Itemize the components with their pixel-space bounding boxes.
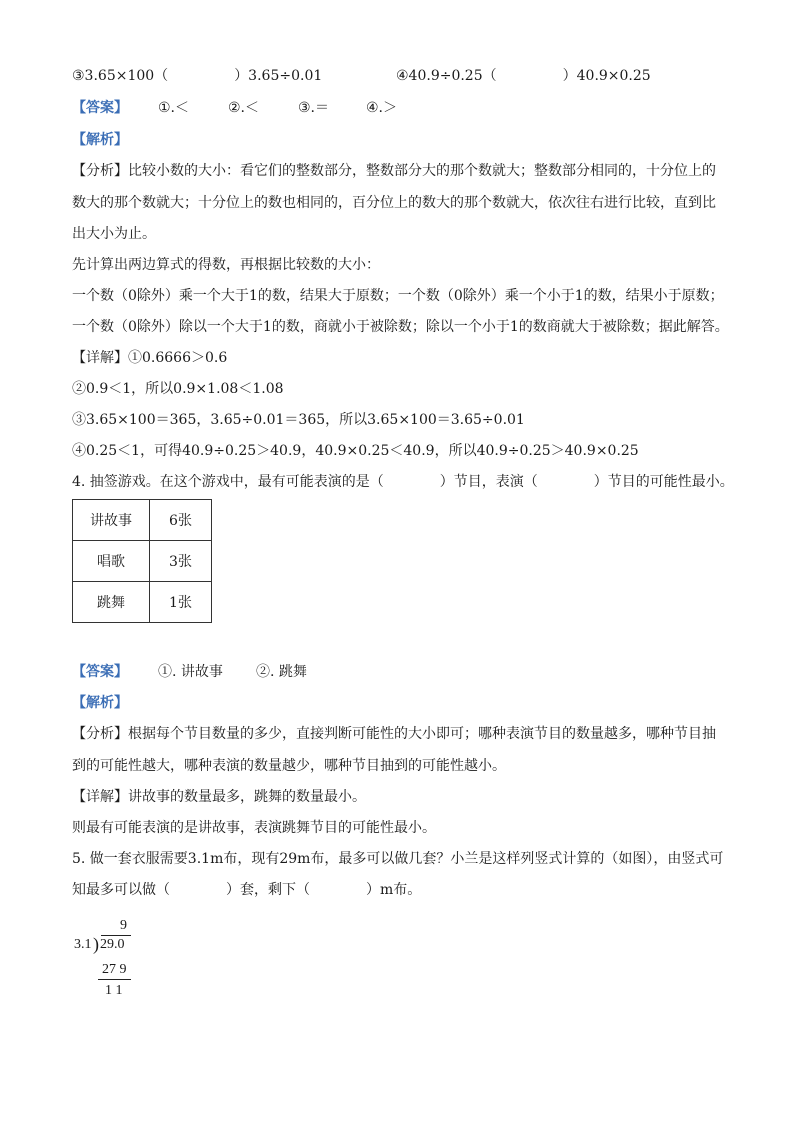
q4-detail-line-1 bbox=[72, 787, 366, 807]
table-cell-program: 讲故事 bbox=[73, 500, 150, 541]
q5-stem-line-1: 5. 做一套衣服需要3.1m布，现有29m布，最多可以做几套？小兰是这样列竖式计算的（如图），由竖式可 bbox=[72, 851, 724, 867]
q3-analysis-text-1: 比较小数的大小：看它们的整数部分，整数部分大的那个数就大；整数部分相同的，十分位上的 bbox=[128, 163, 716, 179]
table-cell-program: 唱歌 bbox=[73, 541, 150, 582]
q5-stem-line-2: 知最多可以做（ ）套，剩下（ ）m布。 bbox=[72, 882, 422, 898]
table-cell-count: 6张 bbox=[150, 500, 212, 541]
q3-item4-line bbox=[396, 66, 651, 86]
q3-detail-line-3: ③3.65×100＝365，3.65÷0.01＝365，所以3.65×100＝3.65÷0.01 bbox=[72, 412, 525, 428]
division-bracket-icon: ) bbox=[93, 934, 99, 954]
division-bracket-top bbox=[101, 935, 131, 936]
long-division-figure bbox=[74, 918, 144, 1003]
table-cell-program: 跳舞 bbox=[73, 582, 150, 623]
table-row bbox=[73, 541, 212, 582]
division-subtract-line bbox=[98, 979, 131, 980]
q3-item3-right: ）3.65÷0.01 bbox=[234, 68, 323, 84]
q4-lottery-table bbox=[72, 499, 212, 623]
q3-detail-line-1 bbox=[72, 348, 227, 368]
q3-analysis-line-3: 出大小为止。 bbox=[72, 226, 156, 242]
q4-analysis-label: 【解析】 bbox=[72, 695, 128, 711]
table-cell-count: 3张 bbox=[150, 541, 212, 582]
q3-item3-left: ③3.65×100（ bbox=[72, 68, 169, 84]
division-divisor: 3.1 bbox=[74, 937, 92, 952]
q3-analysis-line-5: 一个数（0除外）乘一个大于1的数，结果大于原数；一个数（0除外）乘一个小于1的数，结果小于原数； bbox=[72, 288, 724, 304]
q3-analysis-tag: 【分析】 bbox=[72, 163, 128, 179]
q4-answer-1: ①. 讲故事 bbox=[158, 664, 223, 680]
q4-answer-2: ②. 跳舞 bbox=[256, 664, 307, 680]
q3-analysis-line-1 bbox=[72, 161, 716, 181]
q3-detail-line-4: ④0.25＜1，可得40.9÷0.25＞40.9，40.9×0.25＜40.9，所以40.9÷0.25＞40.9×0.25 bbox=[72, 443, 639, 459]
q4-analysis-text-1: 根据每个节目数量的多少，直接判断可能性的大小即可；哪种表演节目的数量越多，哪种节目抽 bbox=[128, 726, 716, 742]
q3-item3-line bbox=[72, 66, 322, 86]
q3-answer-1: ①.＜ bbox=[158, 100, 190, 116]
q3-answer-3: ③.＝ bbox=[298, 100, 330, 116]
q3-analysis-line-6: 一个数（0除外）除以一个大于1的数，商就小于被除数；除以一个小于1的数商就大于被除数；据此解答。 bbox=[72, 319, 729, 335]
table-cell-count: 1张 bbox=[150, 582, 212, 623]
table-row bbox=[73, 582, 212, 623]
q3-analysis-line-4: 先计算出两边算式的得数，再根据比较数的大小： bbox=[72, 257, 380, 273]
division-product: 27 9 bbox=[102, 962, 127, 977]
q3-answer-line bbox=[72, 98, 128, 118]
q4-answer-label: 【答案】 bbox=[72, 664, 128, 680]
q4-detail-line-2: 则最有可能表演的是讲故事，表演跳舞节目的可能性最小。 bbox=[72, 820, 436, 836]
q4-detail-tag: 【详解】 bbox=[72, 789, 128, 805]
q3-answer-4: ④.＞ bbox=[366, 100, 398, 116]
q3-item4-left: ④40.9÷0.25（ bbox=[396, 68, 497, 84]
division-dividend: 29.0 bbox=[100, 937, 125, 952]
q4-analysis-line-1 bbox=[72, 724, 716, 744]
q3-analysis-label: 【解析】 bbox=[72, 132, 128, 148]
division-quotient: 9 bbox=[120, 918, 127, 933]
q3-detail-line-2: ②0.9＜1，所以0.9×1.08＜1.08 bbox=[72, 381, 284, 397]
table-row bbox=[73, 500, 212, 541]
q3-detail-text-1: ①0.6666＞0.6 bbox=[128, 350, 228, 366]
q4-answer-line bbox=[72, 662, 128, 682]
q4-analysis-line-2: 到的可能性越大，哪种表演的数量越少，哪种节目抽到的可能性越小。 bbox=[72, 758, 506, 774]
q4-analysis-tag: 【分析】 bbox=[72, 726, 128, 742]
division-remainder: 1 1 bbox=[105, 983, 123, 998]
q3-detail-tag: 【详解】 bbox=[72, 350, 128, 366]
q3-analysis-line-2: 数大的那个数就大；十分位上的数也相同的，百分位上的数大的那个数就大，依次往右进行比较，直到比 bbox=[72, 195, 716, 211]
q4-stem: 4. 抽签游戏。在这个游戏中，最有可能表演的是（ ）节目，表演（ ）节目的可能性最小。 bbox=[72, 474, 734, 490]
q3-answer-2: ②.＜ bbox=[228, 100, 260, 116]
q3-item4-right: ）40.9×0.25 bbox=[562, 68, 651, 84]
q4-detail-text-1: 讲故事的数量最多，跳舞的数量最小。 bbox=[128, 789, 366, 805]
q3-answer-label: 【答案】 bbox=[72, 100, 128, 116]
